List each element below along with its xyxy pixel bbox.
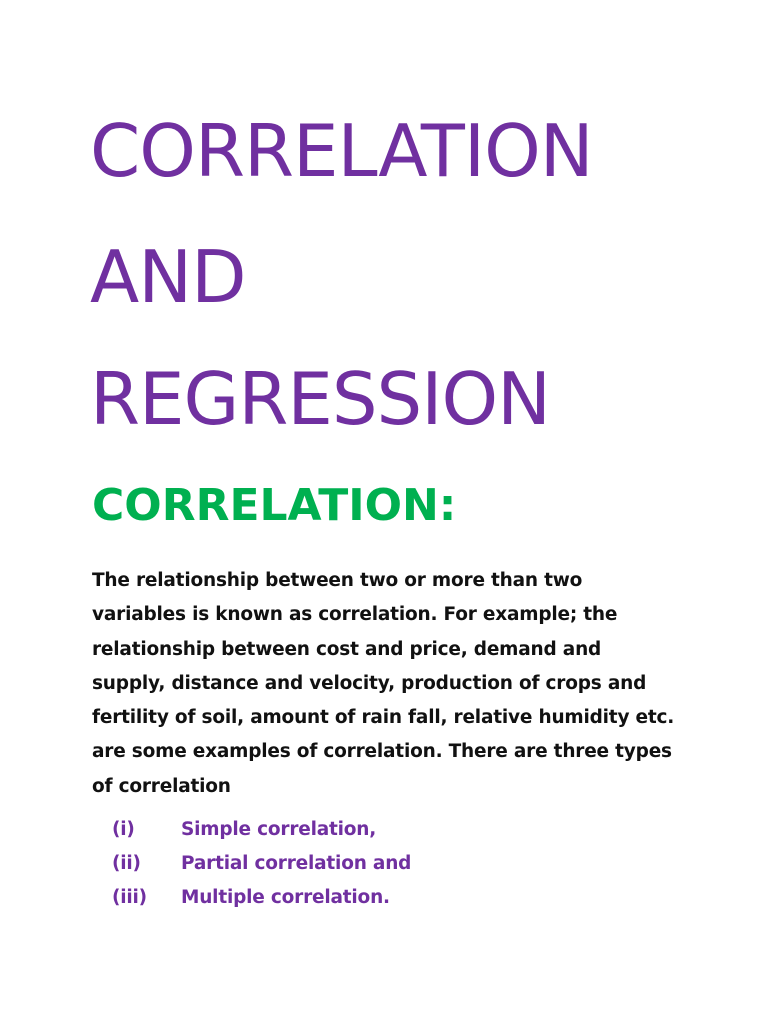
body-line: relationship between cost and price, demand and [92,638,602,660]
list-item-text: Simple correlation, [181,819,377,840]
correlation-types-list [112,813,411,915]
list-item-text: Partial correlation and [181,853,412,874]
list-item-number: (i) [112,819,135,840]
body-line: variables is known as correlation. For example; the [92,604,618,626]
section-heading: CORRELATION: [92,480,457,531]
title-line-2: AND [90,235,246,319]
list-item-text: Multiple correlation. [181,887,390,908]
title-line-1: CORRELATION [90,109,593,193]
title-line-3: REGRESSION [90,357,551,441]
body-line: fertility of soil, amount of rain fall, relative humidity etc. [92,707,675,729]
body-line: supply, distance and velocity, production of crops and [92,672,647,694]
body-line: are some examples of correlation. There are three types [92,741,672,763]
body-paragraph [92,564,712,804]
body-line: The relationship between two or more than two [92,570,583,591]
list-item [112,881,411,915]
list-item-number: (ii) [112,853,141,874]
list-item-number: (iii) [112,887,147,908]
list-item [112,847,411,881]
list-item [112,813,411,847]
body-line: of correlation [92,775,231,797]
